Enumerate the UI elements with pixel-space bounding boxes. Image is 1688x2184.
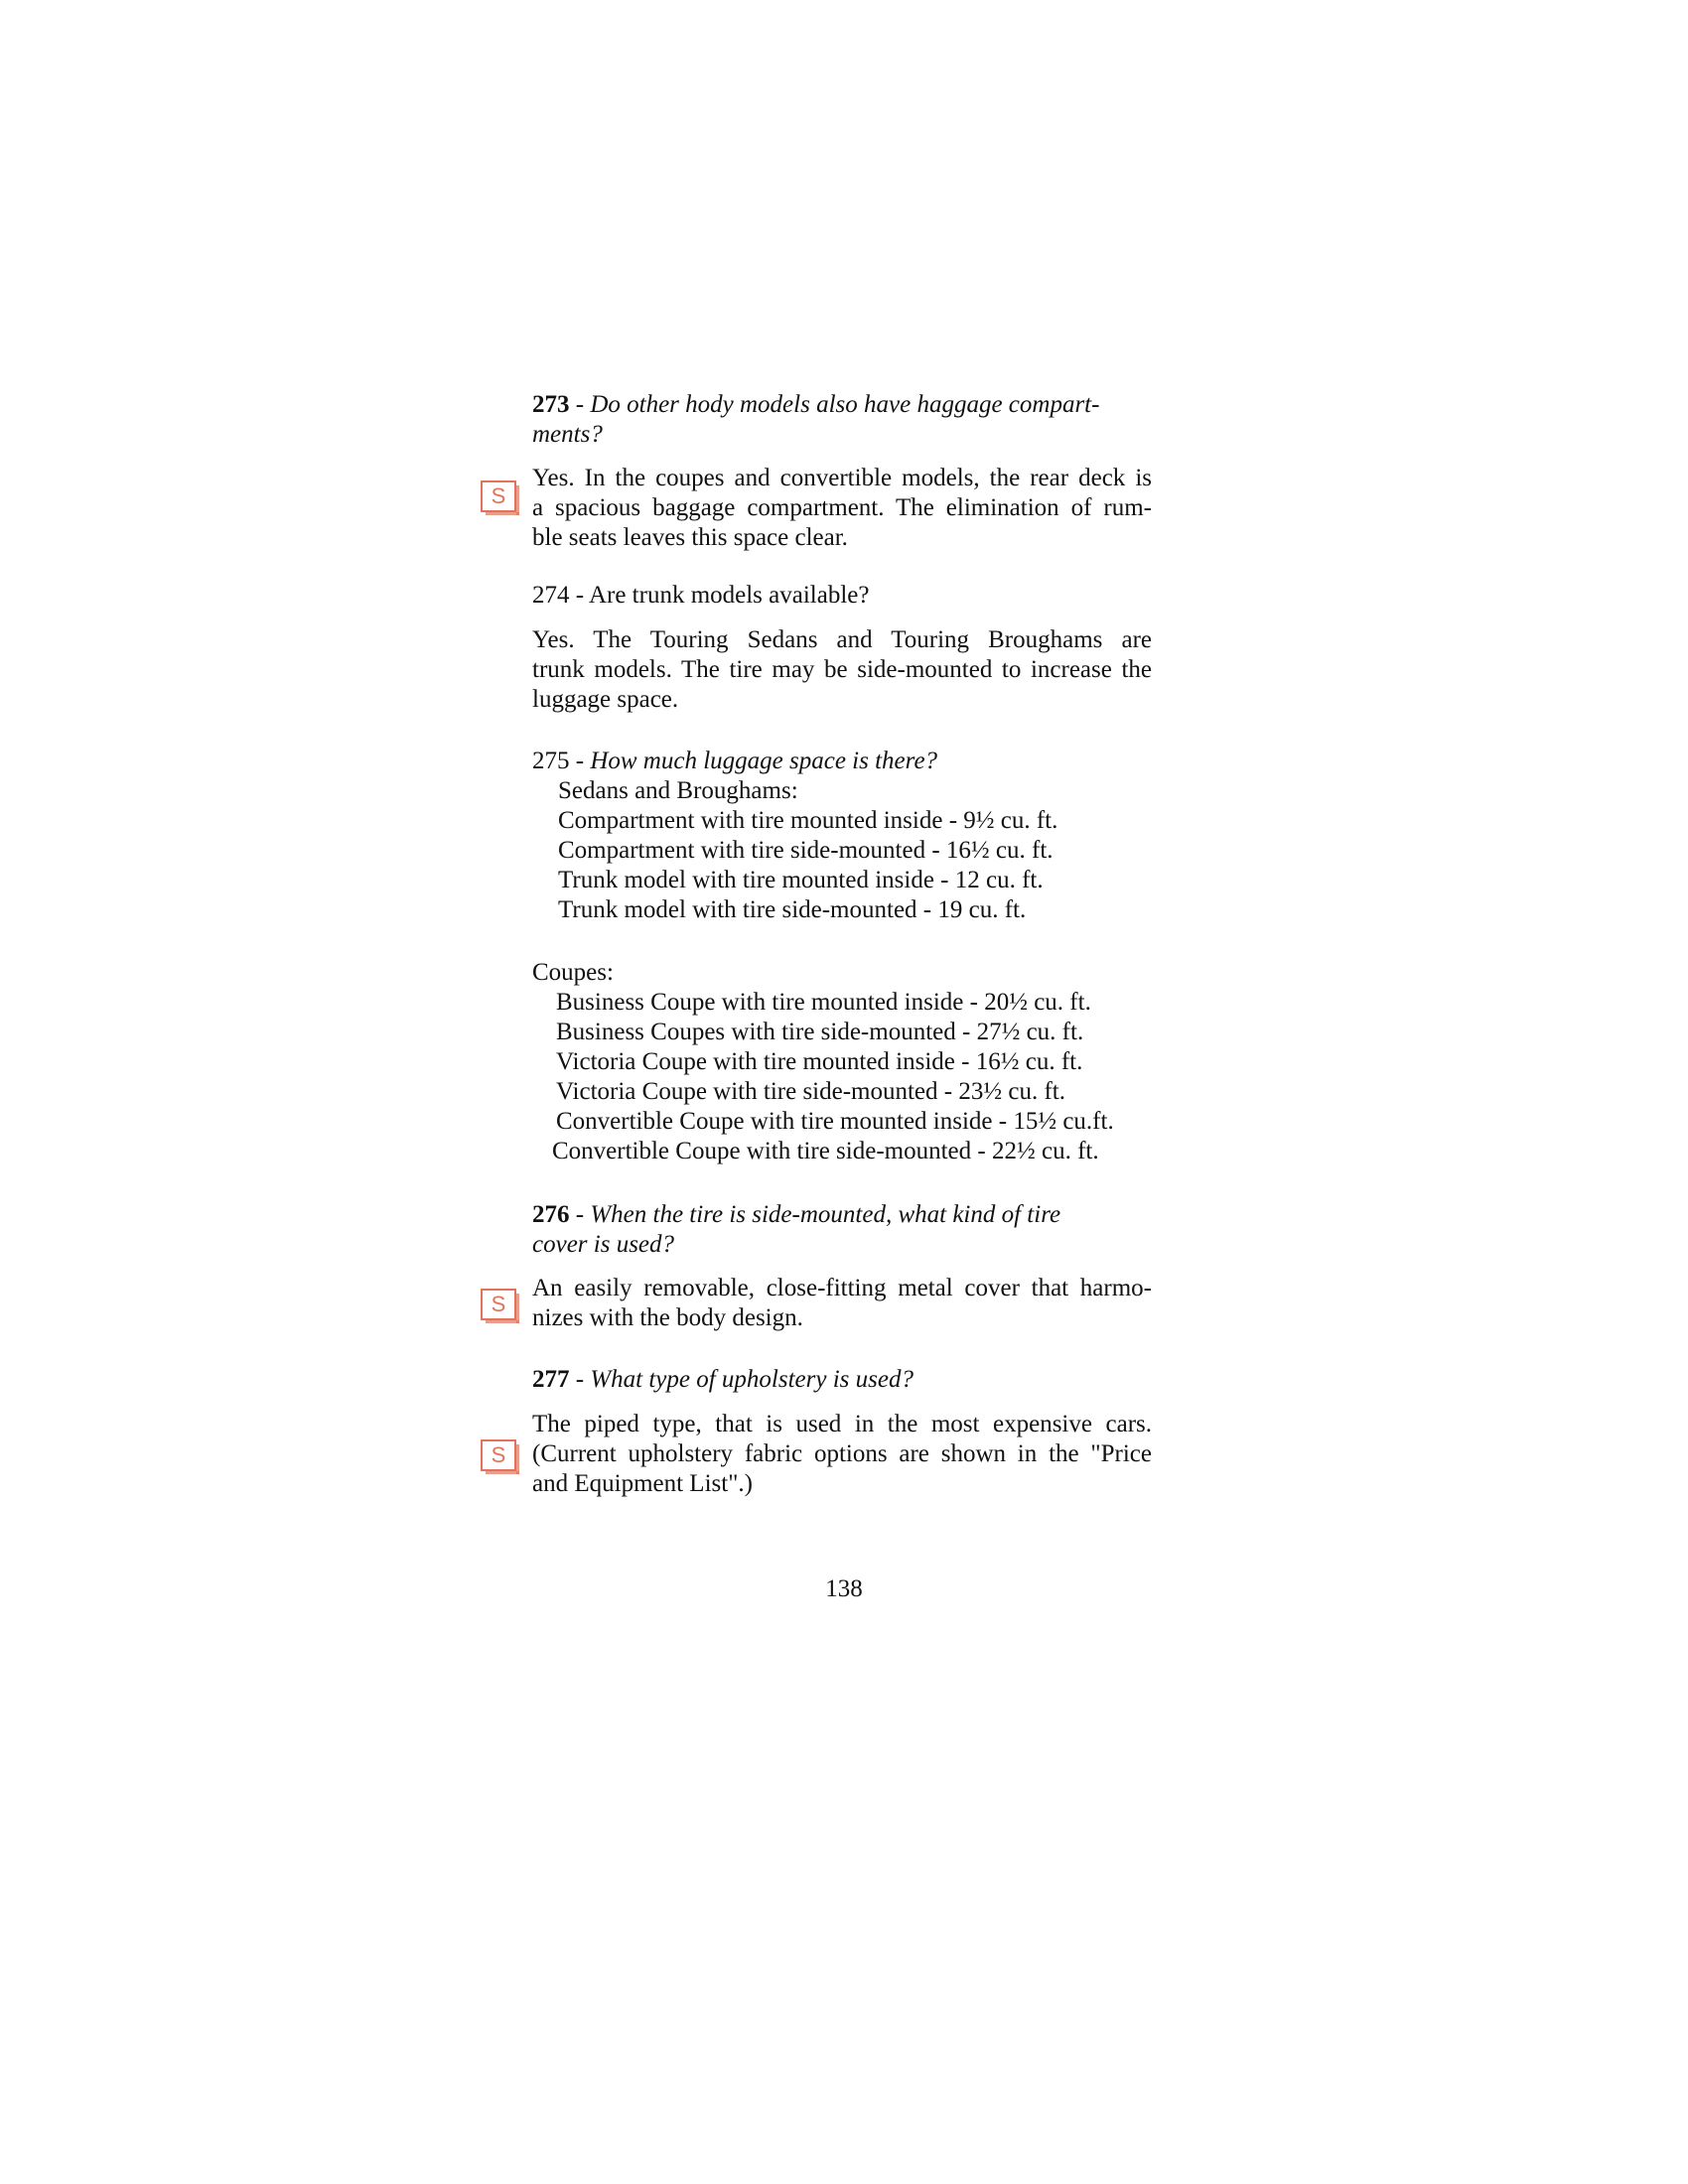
question-277: 277 - What type of upholstery is used?: [532, 1366, 914, 1393]
space-list-item: Convertible Coupe with tire side-mounted - 22½ cu. ft.: [552, 1138, 1099, 1164]
answer-273: [532, 464, 1152, 553]
answer-line: An easily removable, close-fitting metal cover that harmo-: [532, 1275, 1152, 1301]
sales-point-marker: S: [481, 1439, 516, 1471]
answer-276: [532, 1274, 1152, 1333]
answer-line: ble seats leaves this space clear.: [532, 524, 848, 551]
question-text: How much luggage space is there?: [590, 748, 938, 774]
question-275: 275 - How much luggage space is there? Sedans and Broughams: Compartment with tire mounted inside - 9½ cu. ft. Compartment with tire side-mounted - 16½ cu. ft. Trunk model with tire mounted inside - 12 cu. ft. Trunk model with tire side-mounted - 19 cu. ft.: [532, 747, 1152, 925]
question-274: [532, 581, 1152, 611]
space-list-item: Trunk model with tire mounted inside - 12 cu. ft.: [558, 867, 1044, 893]
space-list-item: Trunk model with tire side-mounted - 19 cu. ft.: [558, 896, 1027, 923]
sales-point-marker: S: [481, 1289, 516, 1320]
answer-line: trunk models. The tire may be side-mounted to increase the: [532, 656, 1152, 683]
answer-line: and Equipment List".): [532, 1470, 753, 1497]
question-text: When the tire is side-mounted, what kind of tire: [590, 1201, 1061, 1228]
question-273: 273 - Do other hody models also have haggage compart- ments?: [532, 391, 1100, 448]
answer-274: [532, 625, 1152, 715]
question-text: What type of upholstery is used?: [590, 1366, 914, 1393]
question-text: ments?: [532, 421, 603, 448]
answer-line: (Current upholstery fabric options are shown in the "Price: [532, 1440, 1152, 1467]
answer-line: Yes. In the coupes and convertible models, the rear deck is: [532, 465, 1152, 491]
answer-line: a spacious baggage compartment. The elimination of rum-: [532, 494, 1152, 521]
space-list-item: Business Coupe with tire mounted inside - 20½ cu. ft.: [556, 989, 1091, 1016]
answer-line: nizes with the body design.: [532, 1304, 803, 1331]
coupes-heading: Coupes:: [532, 959, 614, 986]
question-number: 275: [532, 748, 570, 774]
question-number: 273: [532, 391, 570, 418]
space-list-item: Compartment with tire side-mounted - 16½ cu. ft.: [558, 837, 1054, 864]
question-text: 274 - Are trunk models available?: [532, 582, 870, 609]
question-number: 276: [532, 1201, 570, 1228]
space-list-item: Victoria Coupe with tire mounted inside - 16½ cu. ft.: [556, 1048, 1083, 1075]
space-list-item: Business Coupes with tire side-mounted - 27½ cu. ft.: [556, 1019, 1084, 1045]
coupes-section: [532, 958, 1152, 1166]
sedans-heading: Sedans and Broughams:: [558, 777, 798, 804]
sales-point-marker: S: [481, 480, 516, 512]
question-text: cover is used?: [532, 1231, 675, 1258]
page-number: 138: [825, 1575, 863, 1602]
space-list-item: Victoria Coupe with tire side-mounted - 23½ cu. ft.: [556, 1078, 1065, 1105]
question-number: 277: [532, 1366, 570, 1393]
space-list-item: Convertible Coupe with tire mounted inside - 15½ cu.ft.: [556, 1108, 1114, 1135]
question-276: 276 - When the tire is side-mounted, what kind of tire cover is used?: [532, 1201, 1061, 1258]
answer-line: The piped type, that is used in the most expensive cars.: [532, 1411, 1152, 1437]
answer-277: [532, 1410, 1152, 1499]
space-list-item: Compartment with tire mounted inside - 9½ cu. ft.: [558, 807, 1058, 834]
answer-line: luggage space.: [532, 686, 679, 713]
question-text: Do other hody models also have haggage compart-: [590, 391, 1100, 418]
answer-line: Yes. The Touring Sedans and Touring Broughams are: [532, 626, 1152, 653]
